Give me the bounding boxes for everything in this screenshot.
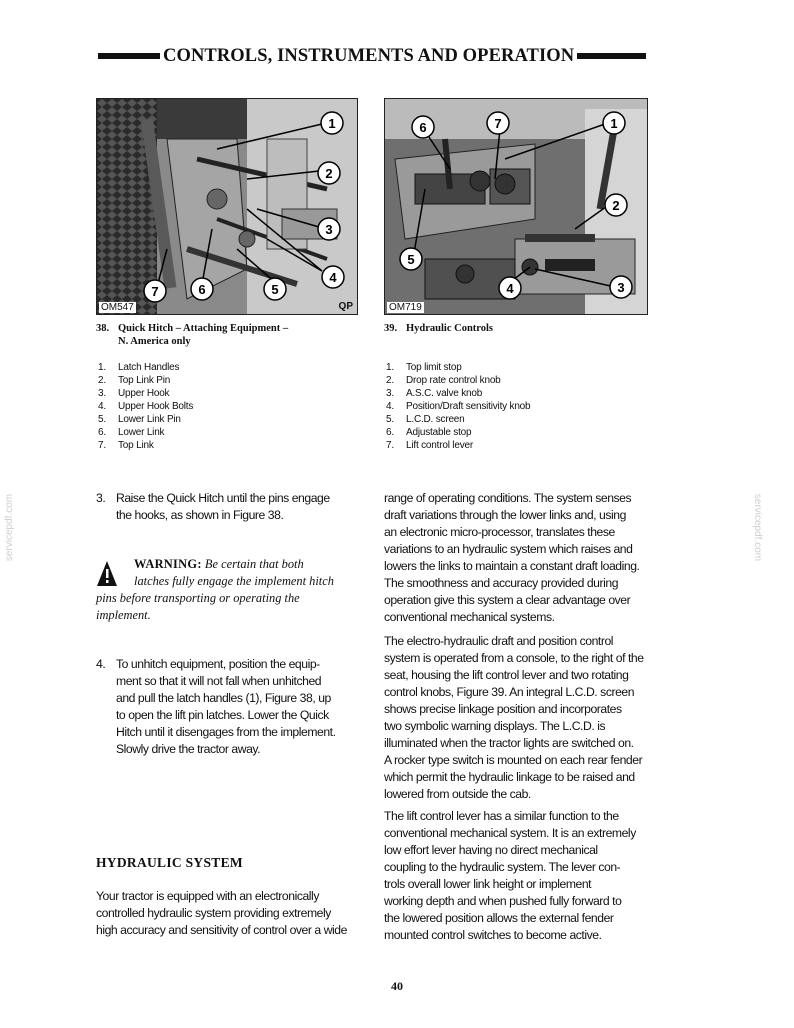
figure-38-photo xyxy=(96,98,358,315)
text-line: The electro-hydraulic draft and position control xyxy=(384,634,614,648)
hydraulic-intro xyxy=(96,888,360,939)
text-line: low effort lever having no direct mechanical xyxy=(384,843,598,857)
right-paragraph-3 xyxy=(384,808,648,944)
legend-item: 7. Top Link xyxy=(98,440,154,451)
text-line: mounted control switches to become active. xyxy=(384,928,602,942)
figure-39-caption xyxy=(384,322,646,335)
figure-38-caption-line1: Quick Hitch – Attaching Equipment – xyxy=(118,323,289,334)
figure-38-caption-line2: N. America only xyxy=(118,336,191,347)
legend-item: 5. L.C.D. screen xyxy=(386,414,465,425)
legend-item: 1. Top limit stop xyxy=(386,362,462,373)
text-line: latches fully engage the implement hitch xyxy=(134,574,334,588)
hydraulic-controls-illustration xyxy=(385,99,647,314)
text-line: to open the lift pin latches. Lower the Quick xyxy=(116,708,329,722)
svg-text:7: 7 xyxy=(494,116,502,131)
figure-38-callout-1 xyxy=(321,112,343,134)
legend-item: 1. Latch Handles xyxy=(98,362,180,373)
figure-39-callout-7 xyxy=(487,112,509,134)
watermark-right: servicepdf.com xyxy=(752,493,764,562)
text-line: and pull the latch handles (1), Figure 38, up xyxy=(116,691,331,705)
svg-text:6: 6 xyxy=(419,120,427,135)
text-line: controlled hydraulic system providing extremely xyxy=(96,906,331,920)
figure-39-code: OM719 xyxy=(389,302,422,313)
figure-38-code: OM547 xyxy=(101,302,134,313)
text-line: shows precise linkage position and incorporates xyxy=(384,702,622,716)
text-line: operation give this system a clear advantage over xyxy=(384,593,631,607)
figure-39-legend xyxy=(386,361,530,452)
figure-39-callout-2 xyxy=(605,194,627,216)
text-line: Raise the Quick Hitch until the pins engage xyxy=(116,491,330,505)
text-line: The lift control lever has a similar function to the xyxy=(384,809,619,823)
header-rule-left xyxy=(98,53,160,59)
svg-text:2: 2 xyxy=(612,198,620,213)
text-line: seat, housing the lift control lever and two rotating xyxy=(384,668,629,682)
legend-item: 6. Adjustable stop xyxy=(386,427,472,438)
text-line: implement. xyxy=(96,608,151,622)
text-line: coupling to the hydraulic system. The lever con- xyxy=(384,860,621,874)
section-heading: HYDRAULIC SYSTEM xyxy=(96,855,243,870)
text-line: Slowly drive the tractor away. xyxy=(116,742,261,756)
figure-39-caption-text: Hydraulic Controls xyxy=(406,323,494,334)
step-number: 4. xyxy=(96,657,106,671)
svg-text:4: 4 xyxy=(329,270,337,285)
svg-text:4: 4 xyxy=(506,281,514,296)
header-rule-right xyxy=(577,53,646,59)
figure-39-callout-5 xyxy=(400,248,422,270)
text-line: lowered from outside the cab. xyxy=(384,787,531,801)
text-line: Be certain that both xyxy=(204,557,304,571)
warning-icon xyxy=(96,559,134,589)
svg-text:7: 7 xyxy=(151,284,159,299)
text-line: draft variations through the lower links and, using xyxy=(384,508,626,522)
right-paragraph-1 xyxy=(384,490,648,626)
text-line: the lowered position allows the external fender xyxy=(384,911,614,925)
svg-text:1: 1 xyxy=(328,116,336,131)
text-line: Hitch until it disengages from the implement. xyxy=(116,725,336,739)
warning-block xyxy=(96,556,358,624)
svg-text:2: 2 xyxy=(325,166,333,181)
figure-38-caption xyxy=(96,322,358,348)
text-line: system is operated from a console, to the right of the xyxy=(384,651,644,665)
figure-38-callout-5 xyxy=(264,278,286,300)
figure-38-callout-6 xyxy=(191,278,213,300)
text-line: an electronic micro-processor, translates these xyxy=(384,525,615,539)
step-4 xyxy=(96,656,360,758)
text-line: variations to an hydraulic system which raises and xyxy=(384,542,633,556)
legend-item: 6. Lower Link xyxy=(98,427,165,438)
figure-38-legend xyxy=(98,361,193,452)
step-3 xyxy=(96,490,360,524)
figure-39-callout-6 xyxy=(412,116,434,138)
figure-38-callout-3 xyxy=(318,218,340,240)
figure-39-photo xyxy=(384,98,648,315)
legend-item: 5. Lower Link Pin xyxy=(98,414,181,425)
text-line: Your tractor is equipped with an electronically xyxy=(96,889,319,903)
page-title: CONTROLS, INSTRUMENTS AND OPERATION xyxy=(163,45,575,66)
figure-38-callout-4 xyxy=(322,266,344,288)
text-line: ment so that it will not fall when unhitched xyxy=(116,674,322,688)
step-number: 3. xyxy=(96,491,106,505)
text-line: conventional mechanical systems. xyxy=(384,610,555,624)
text-line: range of operating conditions. The system senses xyxy=(384,491,632,505)
svg-text:5: 5 xyxy=(407,252,415,267)
legend-item: 4. Position/Draft sensitivity knob xyxy=(386,401,531,412)
text-line: The smoothness and accuracy provided during xyxy=(384,576,619,590)
svg-text:3: 3 xyxy=(617,280,625,295)
figure-39-callout-3 xyxy=(610,276,632,298)
figure-38-callout-2 xyxy=(318,162,340,184)
svg-text:1: 1 xyxy=(610,116,618,131)
legend-item: 2. Top Link Pin xyxy=(98,375,171,386)
text-line: illuminated when the tractor lights are switched on. xyxy=(384,736,634,750)
text-line: lowers the links to maintain a constant draft loading. xyxy=(384,559,640,573)
text-line: the hooks, as shown in Figure 38. xyxy=(116,508,284,522)
page-header xyxy=(98,44,646,68)
legend-item: 3. A.S.C. valve knob xyxy=(386,388,483,399)
watermark-left: servicepdf.com xyxy=(4,493,16,562)
text-line: control knobs, Figure 39. An integral L.C.D. screen xyxy=(384,685,635,699)
figure-38-number: 38. xyxy=(96,323,110,334)
quick-hitch-illustration xyxy=(97,99,357,314)
page-number: 40 xyxy=(391,979,403,993)
svg-text:5: 5 xyxy=(271,282,279,297)
figure-38-logo: QP xyxy=(338,301,353,312)
figure-39-callout-1 xyxy=(603,112,625,134)
warning-label: WARNING: xyxy=(134,557,202,571)
svg-text:3: 3 xyxy=(325,222,333,237)
text-line: pins before transporting or operating the xyxy=(96,591,300,605)
text-line: trols overall lower link height or implement xyxy=(384,877,592,891)
figure-38-callout-7 xyxy=(144,280,166,302)
figure-39-callout-4 xyxy=(499,277,521,299)
legend-item: 3. Upper Hook xyxy=(98,388,170,399)
legend-item: 2. Drop rate control knob xyxy=(386,375,501,386)
text-line: To unhitch equipment, position the equip- xyxy=(116,657,320,671)
right-paragraph-2 xyxy=(384,633,648,803)
legend-item: 7. Lift control lever xyxy=(386,440,473,451)
text-line: two symbolic warning displays. The L.C.D. is xyxy=(384,719,606,733)
text-line: working depth and when pushed fully forward to xyxy=(384,894,622,908)
text-line: which permit the hydraulic linkage to be raised and xyxy=(384,770,635,784)
text-line: high accuracy and sensitivity of control over a wide xyxy=(96,923,347,937)
legend-item: 4. Upper Hook Bolts xyxy=(98,401,194,412)
text-line: conventional mechanical system. It is an extremely xyxy=(384,826,636,840)
text-line: A rocker type switch is mounted on each rear fender xyxy=(384,753,643,767)
figure-39-number: 39. xyxy=(384,323,398,334)
svg-text:6: 6 xyxy=(198,282,206,297)
